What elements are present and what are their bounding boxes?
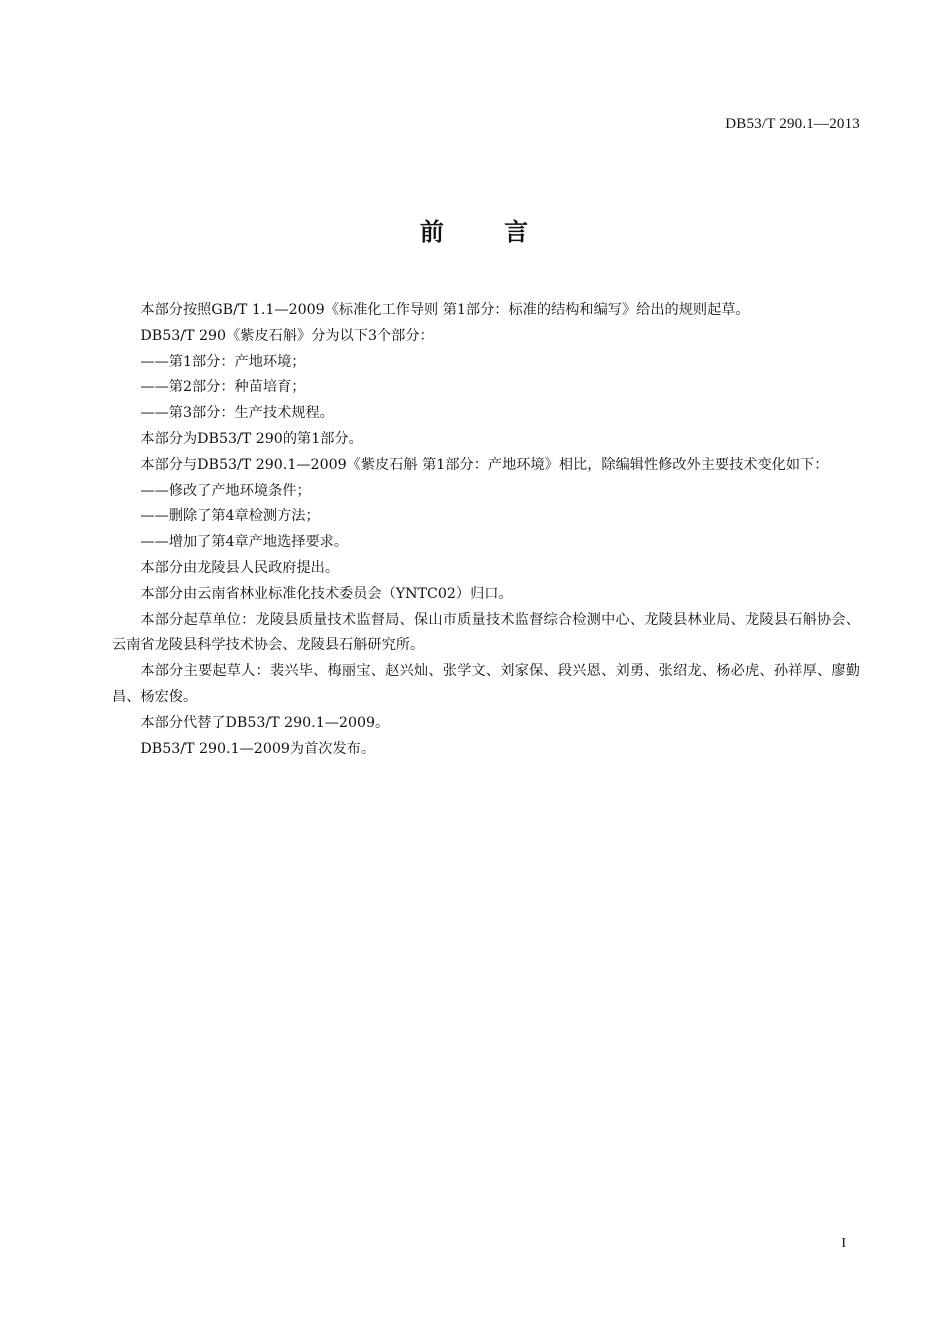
- list-item: ——修改了产地环境条件；: [140, 482, 311, 499]
- paragraph: 本部分主要起草人：裴兴毕、梅丽宝、赵兴灿、张学文、刘家保、段兴恩、刘勇、张绍龙、杨必虎、孙祥厚、廖勤昌、杨宏俊。: [112, 663, 860, 705]
- paragraph: 本部分与DB53/T 290.1—2009《紫皮石斛 第1部分：产地环境》相比，除编辑性修改外主要技术变化如下：: [140, 456, 829, 473]
- paragraph: 本部分按照GB/T 1.1—2009《标准化工作导则 第1部分：标准的结构和编写》给出的规则起草。: [140, 302, 750, 318]
- document-code: DB53/T 290.1—2013: [725, 116, 860, 132]
- page-title: 前 言: [419, 218, 531, 246]
- list-item: ——第2部分：种苗培育；: [140, 379, 306, 396]
- paragraph: 本部分代替了DB53/T 290.1—2009。: [140, 714, 390, 731]
- paragraph: DB53/T 290《紫皮石斛》分为以下3个部分：: [140, 327, 434, 344]
- page-number: I: [841, 1236, 846, 1251]
- paragraph: 本部分为DB53/T 290的第1部分。: [140, 430, 363, 447]
- paragraph: 本部分由云南省林业标准化技术委员会（YNTC02）归口。: [140, 585, 513, 602]
- paragraph: 本部分由龙陵县人民政府提出。: [140, 559, 340, 576]
- paragraph: 本部分起草单位：龙陵县质量技术监督局、保山市质量技术监督综合检测中心、龙陵县林业局、龙陵县石斛协会、云南省龙陵县科学技术协会、龙陵县石斛研究所。: [112, 611, 860, 654]
- list-item: ——第3部分：生产技术规程。: [140, 405, 334, 422]
- document-body: [112, 298, 860, 762]
- list-item: ——删除了第4章检测方法；: [140, 508, 320, 525]
- paragraph: DB53/T 290.1—2009为首次发布。: [140, 740, 376, 757]
- list-item: ——增加了第4章产地选择要求。: [140, 534, 349, 551]
- list-item: ——第1部分：产地环境；: [140, 353, 306, 370]
